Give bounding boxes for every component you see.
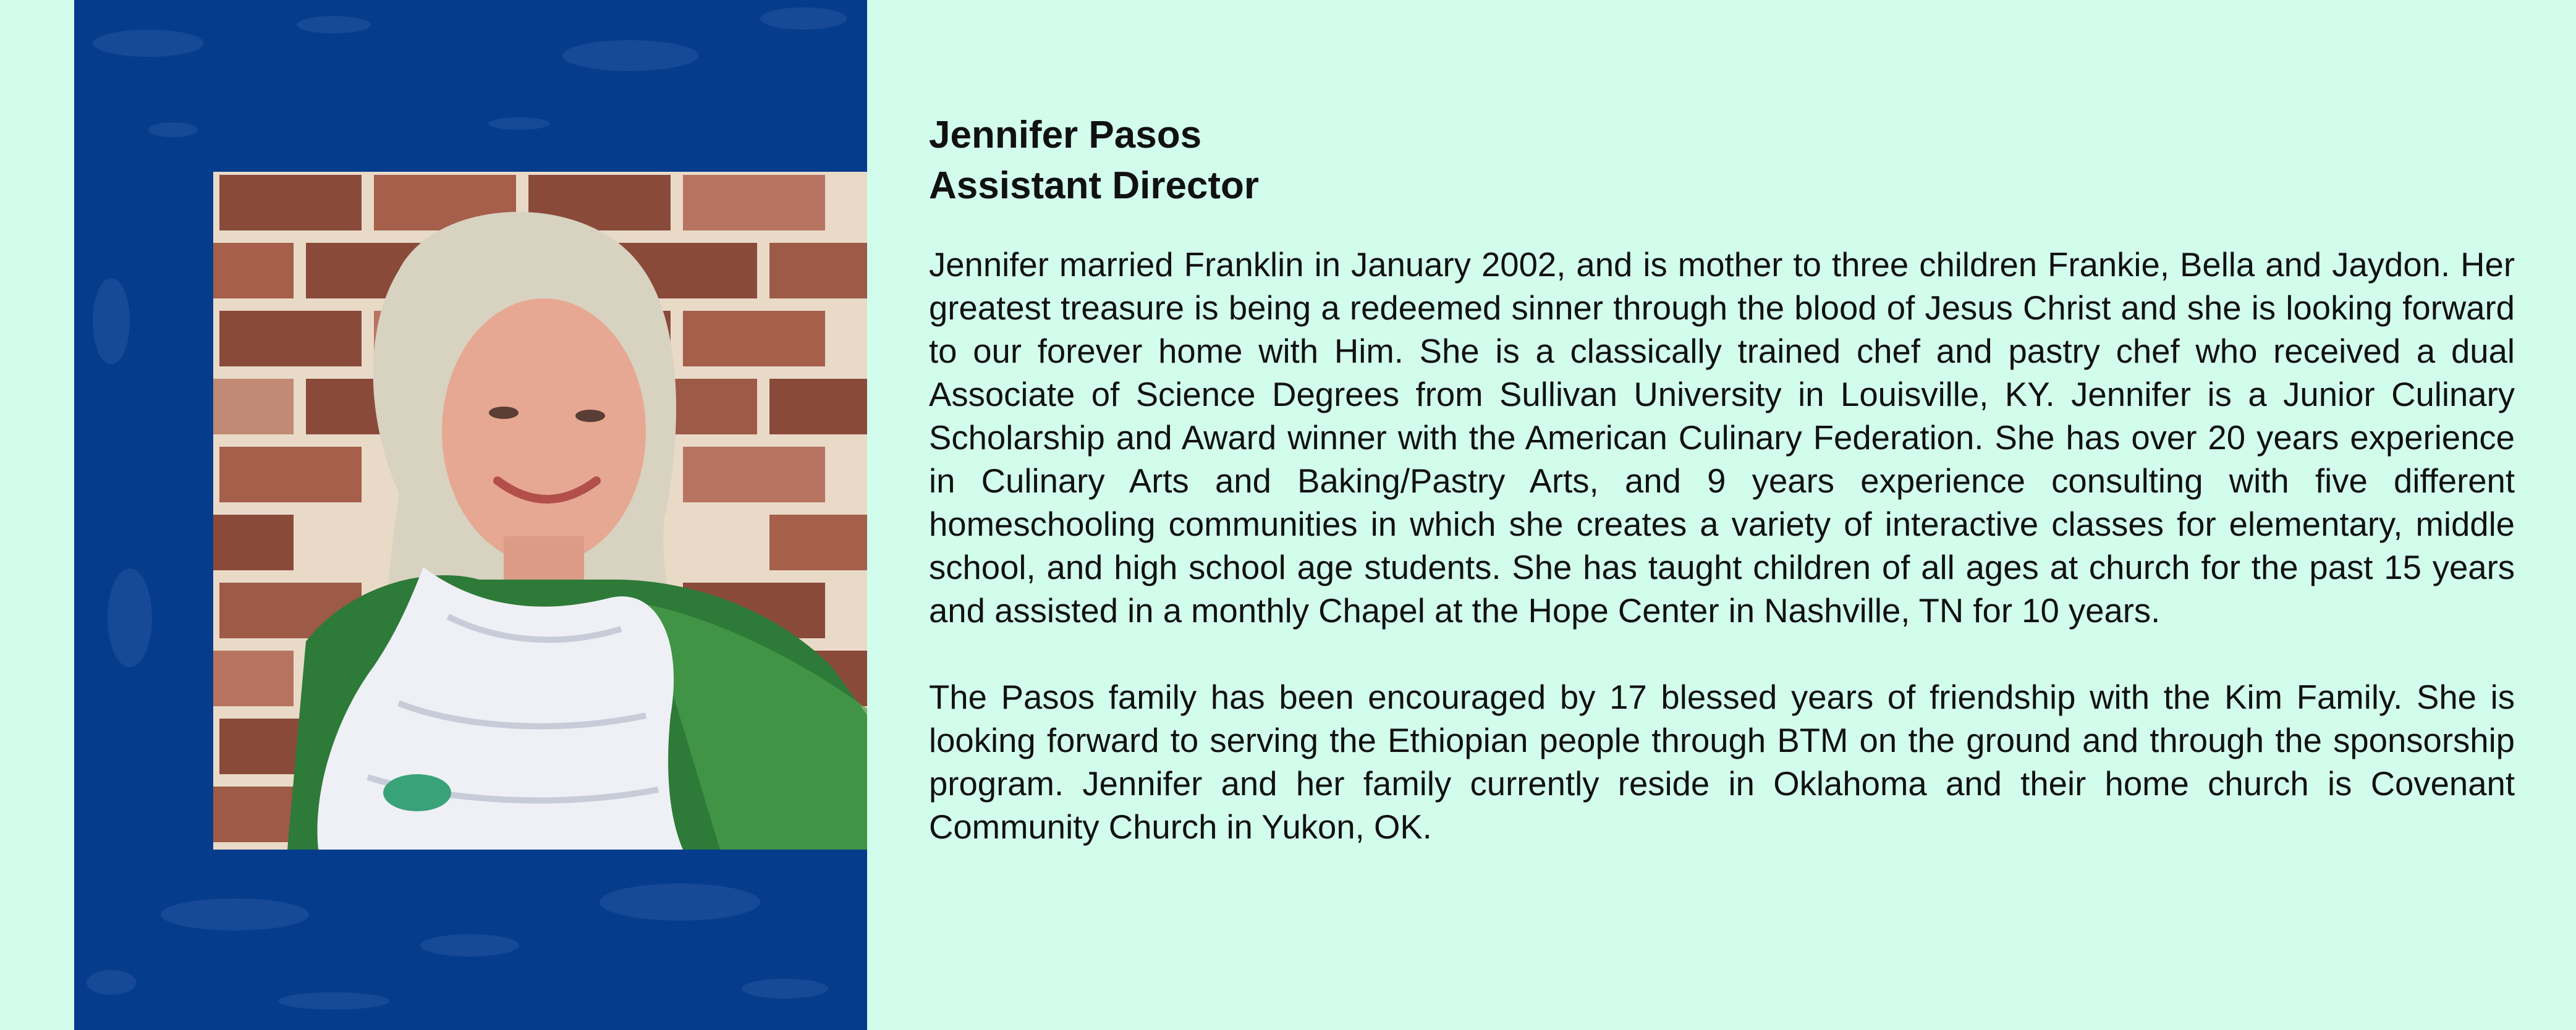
profile-role: Assistant Director	[929, 164, 1260, 207]
profile-photo-panel	[74, 0, 867, 1030]
bio-paragraph: Jennifer married Franklin in January 2002, and is mother to three children Frankie, Bella and Jaydon. Her greatest treasure is being a redeemed sinner through the blood of Jesus Christ and she is looking forward to our forever home with Him. She is a classically trained chef and pastry chef who received a dual Associate of Science Degrees from Sullivan University in Louisville, KY. Jennifer is a Junior Culinary Scholarship and Award winner with the American Culinary Federation. She has over 20 years experience in Culinary Arts and Baking/Pastry Arts, and 9 years experience consulting with five different homeschooling communities in which she creates a variety of interactive classes for elementary, middle school, and high school age students. She has taught children of all ages at church for the past 15 years and assisted in a monthly Chapel at the Hope Center in Nashville, TN for 10 years.	[929, 246, 2515, 630]
bio-paragraph: The Pasos family has been encouraged by 17 blessed years of friendship with the Kim Family. She is looking forward to serving the Ethiopian people through BTM on the ground and through the sponsorship program. Jennifer and her family currently reside in Oklahoma and their home church is Covenant Community Church in Yukon, OK.	[929, 678, 2515, 846]
profile-photo	[213, 172, 867, 850]
profile-text	[929, 110, 2515, 849]
profile-name: Jennifer Pasos	[929, 114, 1202, 156]
